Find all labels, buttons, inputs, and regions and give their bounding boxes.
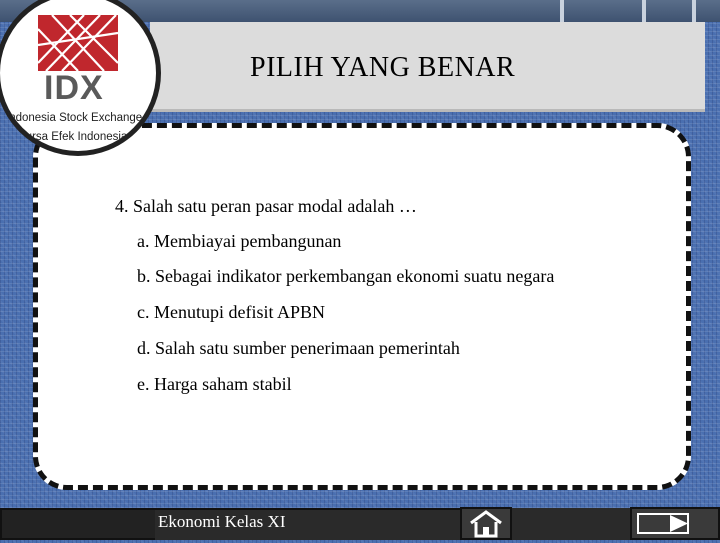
slide-title: PILIH YANG BENAR (250, 52, 516, 83)
home-icon (462, 509, 510, 538)
home-button[interactable] (460, 507, 512, 540)
option-e[interactable]: e. Harga saham stabil (137, 374, 292, 394)
option-d[interactable]: d. Salah satu sumber penerimaan pemerintah (137, 338, 460, 358)
strip-tick (642, 0, 646, 22)
logo-subtitle-id: Bursa Efek Indonesia (18, 131, 128, 143)
logo-subtitle-en: Indonesia Stock Exchange (6, 112, 143, 124)
logo-wordmark: IDX (44, 69, 104, 107)
play-next-icon (632, 509, 718, 538)
option-a[interactable]: a. Membiayai pembangunan (137, 231, 342, 251)
quiz-card (33, 123, 691, 490)
strip-tick (560, 0, 564, 22)
strip-tick (692, 0, 696, 22)
option-b[interactable]: b. Sebagai indikator perkembangan ekonomi suatu negara (137, 266, 555, 286)
footer-label: Ekonomi Kelas XI (158, 512, 286, 531)
next-button[interactable] (630, 507, 720, 540)
footer-spacer (512, 508, 630, 540)
idx-logo-mark-icon (38, 15, 118, 71)
option-c[interactable]: c. Menutupi defisit APBN (137, 302, 325, 322)
question-text: 4. Salah satu peran pasar modal adalah … (115, 196, 417, 216)
